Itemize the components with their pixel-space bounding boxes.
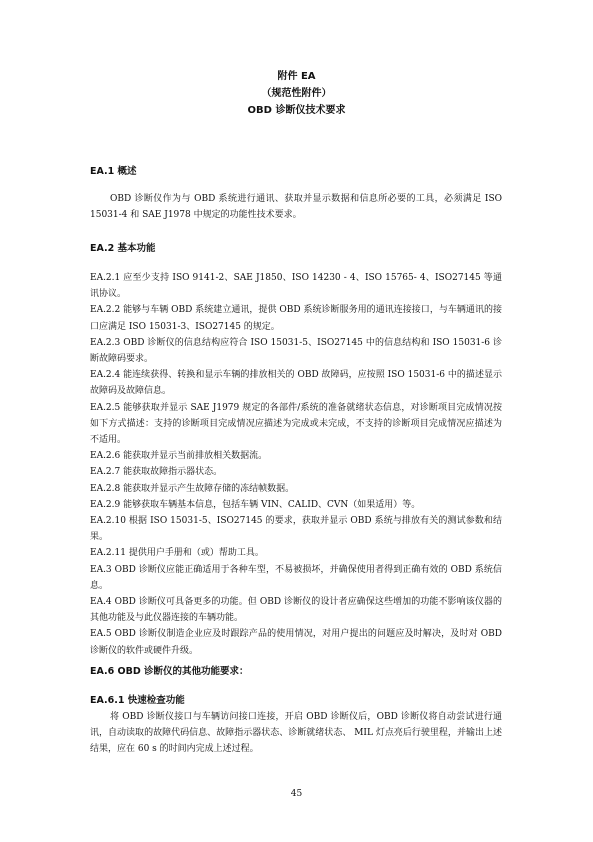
list-item: EA.2.10 根据 ISO 15031-5、ISO27145 的要求，获取并显示 OBD 系统与排放有关的测试参数和结果。 [90,516,502,543]
list-item: EA.2.5 能够获取并显示 SAE J1979 规定的各部件/系统的准备就绪状态信息，对诊断项目完成情况按如下方式描述：支持的诊断项目完成情况应描述为完成或未完成，不支持的诊断项目完成情况应描述为不适用。 [90,402,502,446]
list-item: EA.2.1 应至少支持 ISO 9141-2、SAE J1850、ISO 14230 - 4、ISO 15765- 4、ISO27145 等通讯协议。 [90,273,502,300]
list-item: EA.2.11 提供用户手册和（或）帮助工具。 [90,548,264,559]
document-title: OBD 诊断仪技术要求 [247,105,346,116]
section-ea2-heading: EA.2 基本功能 [90,243,156,254]
section-ea61-body: 将 OBD 诊断仪接口与车辆访问接口连接，开启 OBD 诊断仪后，OBD 诊断仪将自动尝试进行通讯，自动读取的故障代码信息、故障指示器状态、诊断就绪状态、 MIL 灯点亮后行驶里程，并输出上述结果，应在 60 s 的时间内完成上述过程。 [90,712,502,755]
page-number: 45 [290,789,303,799]
list-item: EA.2.7 能获取故障指示器状态。 [90,467,223,478]
section-ea1-body: OBD 诊断仪作为与 OBD 系统进行通讯、获取并显示数据和信息所必要的工具，必须满足 ISO 15031-4 和 SAE J1978 中规定的功能性技术要求。 [90,194,502,221]
section-ea61-body-block [90,709,502,758]
section-ea1-body-block [90,191,502,223]
normative-label: （规范性附件） [261,88,332,99]
list-item: EA.2.8 能获取并显示产生故障存储的冻结帧数据。 [90,483,295,494]
list-item: EA.2.4 能连续获得、转换和显示车辆的排放相关的 OBD 故障码，应按照 ISO 15031-6 中的描述显示故障码及故障信息。 [90,370,502,397]
list-item: EA.5 OBD 诊断仪制造企业应及时跟踪产品的使用情况，对用户提出的问题应及时解决，及时对 OBD 诊断仪的软件或硬件升级。 [90,629,502,656]
list-item: EA.2.3 OBD 诊断仪的信息结构应符合 ISO 15031-5、ISO27145 中的信息结构和 ISO 15031-6 诊断故障码要求。 [90,337,502,365]
list-item: EA.3 OBD 诊断仪应能正确适用于各种车型，不易被损坏，并确保使用者得到正确有效的 OBD 系统信息。 [90,564,502,591]
section-ea2-list [90,270,502,659]
section-ea6-heading: EA.6 OBD 诊断仪的其他功能要求： [90,666,249,677]
annex-label: 附件 EA [277,71,316,82]
list-item: EA.4 OBD 诊断仪可具备更多的功能。但 OBD 诊断仪的设计者应确保这些增加的功能不影响该仪器的其他功能及与此仪器连接的车辆功能。 [90,597,502,624]
list-item: EA.2.2 能够与车辆 OBD 系统建立通讯，提供 OBD 系统诊断服务用的通讯连接接口，与车辆通讯的接口应满足 ISO 15031-3、ISO27145 的规定。 [90,305,502,332]
list-item: EA.2.9 能够获取车辆基本信息，包括车辆 VIN、CALID、CVN（如果适用）等。 [90,499,421,510]
list-item: EA.2.6 能获取并显示当前排放相关数据流。 [90,451,268,462]
section-ea1-heading: EA.1 概述 [90,166,137,177]
section-ea61-heading: EA.6.1 快速检查功能 [90,695,185,706]
